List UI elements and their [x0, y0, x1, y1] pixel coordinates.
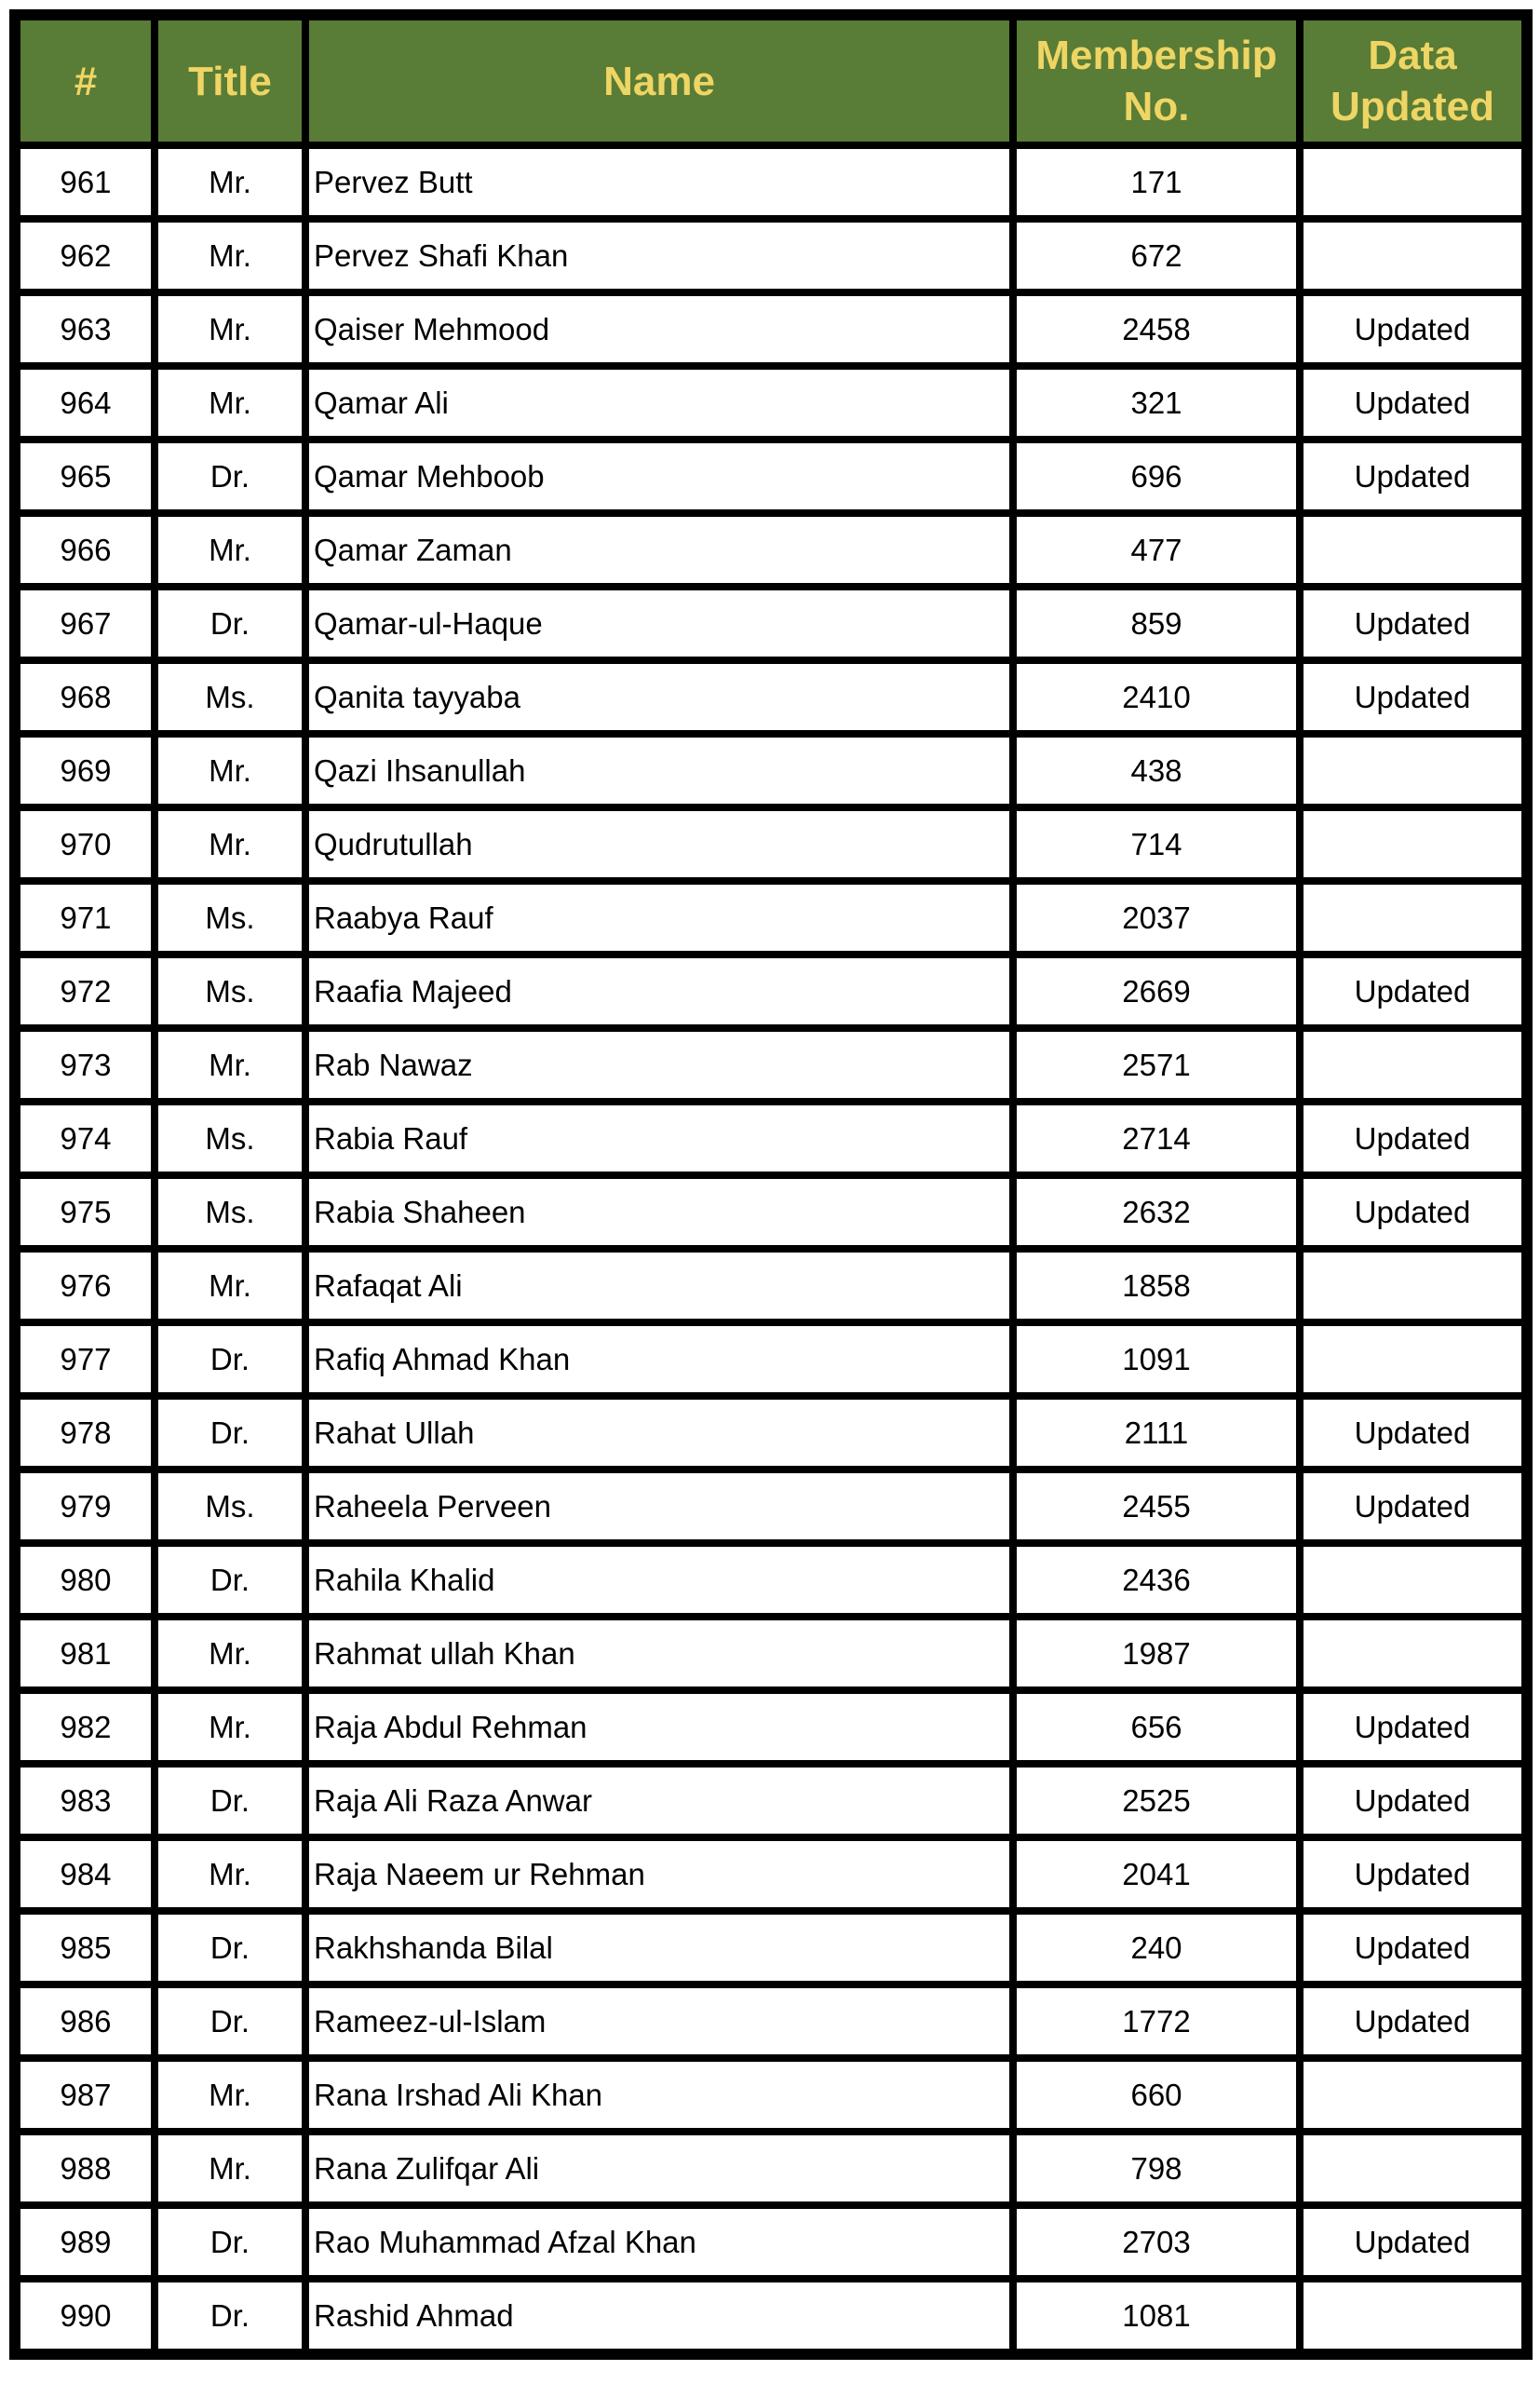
- title-cell: Dr.: [155, 2205, 305, 2279]
- row-number-cell: 971: [15, 881, 155, 955]
- name-cell: Raheela Perveen: [305, 1470, 1013, 1543]
- table-row: [15, 1470, 1527, 1543]
- row-number-cell: 981: [15, 1617, 155, 1690]
- row-number-cell: 967: [15, 587, 155, 660]
- title-cell: Dr.: [155, 1984, 305, 2058]
- membership-no-cell: 798: [1013, 2132, 1300, 2205]
- data-updated-cell: [1300, 807, 1527, 881]
- title-cell: Mr.: [155, 807, 305, 881]
- title-cell: Dr.: [155, 587, 305, 660]
- table-row: [15, 145, 1527, 219]
- data-updated-cell: [1300, 219, 1527, 292]
- membership-no-cell: 2571: [1013, 1028, 1300, 1102]
- title-cell: Mr.: [155, 2132, 305, 2205]
- row-number-cell: 962: [15, 219, 155, 292]
- data-updated-cell: [1300, 2279, 1527, 2354]
- title-cell: Ms.: [155, 955, 305, 1028]
- name-cell: Rakhshanda Bilal: [305, 1911, 1013, 1984]
- header-row: [15, 15, 1527, 145]
- membership-no-cell: 2703: [1013, 2205, 1300, 2279]
- name-cell: Raabya Rauf: [305, 881, 1013, 955]
- name-cell: Raja Ali Raza Anwar: [305, 1764, 1013, 1837]
- row-number-cell: 984: [15, 1837, 155, 1911]
- data-updated-cell: Updated: [1300, 1470, 1527, 1543]
- name-cell: Raja Naeem ur Rehman: [305, 1837, 1013, 1911]
- name-cell: Qamar Zaman: [305, 513, 1013, 587]
- data-updated-cell: Updated: [1300, 1911, 1527, 1984]
- row-number-cell: 980: [15, 1543, 155, 1617]
- data-updated-cell: Updated: [1300, 1102, 1527, 1175]
- table-row: [15, 2279, 1527, 2354]
- table-row: [15, 1102, 1527, 1175]
- membership-no-cell: 2455: [1013, 1470, 1300, 1543]
- col-header-data-updated: Data Updated: [1300, 15, 1527, 145]
- name-cell: Qamar Mehboob: [305, 440, 1013, 513]
- membership-no-cell: 2632: [1013, 1175, 1300, 1249]
- col-header-name: Name: [305, 15, 1013, 145]
- name-cell: Qazi Ihsanullah: [305, 734, 1013, 807]
- name-cell: Raja Abdul Rehman: [305, 1690, 1013, 1764]
- row-number-cell: 979: [15, 1470, 155, 1543]
- membership-no-cell: 2410: [1013, 660, 1300, 734]
- row-number-cell: 983: [15, 1764, 155, 1837]
- table-row: [15, 1764, 1527, 1837]
- row-number-cell: 970: [15, 807, 155, 881]
- name-cell: Rabia Shaheen: [305, 1175, 1013, 1249]
- title-cell: Ms.: [155, 1175, 305, 1249]
- data-updated-cell: Updated: [1300, 1984, 1527, 2058]
- data-updated-cell: [1300, 2132, 1527, 2205]
- row-number-cell: 977: [15, 1322, 155, 1396]
- row-number-cell: 966: [15, 513, 155, 587]
- title-cell: Mr.: [155, 513, 305, 587]
- data-updated-cell: [1300, 1322, 1527, 1396]
- table-row: [15, 1322, 1527, 1396]
- row-number-cell: 974: [15, 1102, 155, 1175]
- title-cell: Dr.: [155, 1764, 305, 1837]
- data-updated-cell: Updated: [1300, 1690, 1527, 1764]
- title-cell: Mr.: [155, 1837, 305, 1911]
- data-updated-cell: Updated: [1300, 660, 1527, 734]
- row-number-cell: 987: [15, 2058, 155, 2132]
- membership-no-cell: 2669: [1013, 955, 1300, 1028]
- title-cell: Mr.: [155, 219, 305, 292]
- title-cell: Dr.: [155, 2279, 305, 2354]
- title-cell: Ms.: [155, 1102, 305, 1175]
- table-row: [15, 1984, 1527, 2058]
- col-header-membership-no: Membership No.: [1013, 15, 1300, 145]
- table-row: [15, 881, 1527, 955]
- name-cell: Rabia Rauf: [305, 1102, 1013, 1175]
- row-number-cell: 982: [15, 1690, 155, 1764]
- membership-no-cell: 1858: [1013, 1249, 1300, 1322]
- name-cell: Pervez Butt: [305, 145, 1013, 219]
- name-cell: Rahat Ullah: [305, 1396, 1013, 1470]
- membership-no-cell: 2111: [1013, 1396, 1300, 1470]
- name-cell: Pervez Shafi Khan: [305, 219, 1013, 292]
- row-number-cell: 969: [15, 734, 155, 807]
- name-cell: Qaiser Mehmood: [305, 292, 1013, 366]
- membership-no-cell: 1091: [1013, 1322, 1300, 1396]
- table-row: [15, 1911, 1527, 1984]
- membership-no-cell: 696: [1013, 440, 1300, 513]
- table-row: [15, 1028, 1527, 1102]
- membership-no-cell: 2525: [1013, 1764, 1300, 1837]
- membership-no-cell: 714: [1013, 807, 1300, 881]
- table-row: [15, 1617, 1527, 1690]
- data-updated-cell: Updated: [1300, 1764, 1527, 1837]
- name-cell: Qamar Ali: [305, 366, 1013, 440]
- row-number-cell: 968: [15, 660, 155, 734]
- membership-no-cell: 477: [1013, 513, 1300, 587]
- table-row: [15, 219, 1527, 292]
- data-updated-cell: Updated: [1300, 440, 1527, 513]
- membership-no-cell: 2041: [1013, 1837, 1300, 1911]
- membership-table: [9, 9, 1533, 2360]
- row-number-cell: 978: [15, 1396, 155, 1470]
- row-number-cell: 989: [15, 2205, 155, 2279]
- data-updated-cell: Updated: [1300, 292, 1527, 366]
- row-number-cell: 963: [15, 292, 155, 366]
- title-cell: Mr.: [155, 1249, 305, 1322]
- table-row: [15, 955, 1527, 1028]
- table-row: [15, 1837, 1527, 1911]
- title-cell: Mr.: [155, 145, 305, 219]
- data-updated-cell: [1300, 1028, 1527, 1102]
- table-row: [15, 807, 1527, 881]
- title-cell: Dr.: [155, 1396, 305, 1470]
- table-row: [15, 366, 1527, 440]
- name-cell: Rafaqat Ali: [305, 1249, 1013, 1322]
- table-row: [15, 1396, 1527, 1470]
- title-cell: Mr.: [155, 1617, 305, 1690]
- title-cell: Mr.: [155, 1028, 305, 1102]
- name-cell: Rab Nawaz: [305, 1028, 1013, 1102]
- col-header-title: Title: [155, 15, 305, 145]
- table-row: [15, 1175, 1527, 1249]
- table-row: [15, 1249, 1527, 1322]
- title-cell: Ms.: [155, 881, 305, 955]
- data-updated-cell: Updated: [1300, 1837, 1527, 1911]
- row-number-cell: 985: [15, 1911, 155, 1984]
- title-cell: Mr.: [155, 734, 305, 807]
- row-number-cell: 990: [15, 2279, 155, 2354]
- membership-no-cell: 171: [1013, 145, 1300, 219]
- membership-no-cell: 660: [1013, 2058, 1300, 2132]
- data-updated-cell: Updated: [1300, 1175, 1527, 1249]
- name-cell: Qamar-ul-Haque: [305, 587, 1013, 660]
- title-cell: Mr.: [155, 2058, 305, 2132]
- table-row: [15, 292, 1527, 366]
- row-number-cell: 964: [15, 366, 155, 440]
- name-cell: Rahmat ullah Khan: [305, 1617, 1013, 1690]
- name-cell: Rana Irshad Ali Khan: [305, 2058, 1013, 2132]
- title-cell: Mr.: [155, 292, 305, 366]
- membership-no-cell: 1081: [1013, 2279, 1300, 2354]
- title-cell: Mr.: [155, 1690, 305, 1764]
- membership-no-cell: 240: [1013, 1911, 1300, 1984]
- data-updated-cell: Updated: [1300, 955, 1527, 1028]
- name-cell: Raafia Majeed: [305, 955, 1013, 1028]
- row-number-cell: 988: [15, 2132, 155, 2205]
- table-row: [15, 440, 1527, 513]
- table-row: [15, 1543, 1527, 1617]
- title-cell: Ms.: [155, 1470, 305, 1543]
- title-cell: Dr.: [155, 440, 305, 513]
- data-updated-cell: Updated: [1300, 1396, 1527, 1470]
- membership-no-cell: 672: [1013, 219, 1300, 292]
- table-row: [15, 1690, 1527, 1764]
- title-cell: Mr.: [155, 366, 305, 440]
- membership-no-cell: 2436: [1013, 1543, 1300, 1617]
- name-cell: Rao Muhammad Afzal Khan: [305, 2205, 1013, 2279]
- title-cell: Dr.: [155, 1911, 305, 1984]
- data-updated-cell: [1300, 1249, 1527, 1322]
- membership-no-cell: 321: [1013, 366, 1300, 440]
- membership-no-cell: 438: [1013, 734, 1300, 807]
- name-cell: Qanita tayyaba: [305, 660, 1013, 734]
- title-cell: Dr.: [155, 1322, 305, 1396]
- membership-no-cell: 656: [1013, 1690, 1300, 1764]
- row-number-cell: 976: [15, 1249, 155, 1322]
- data-updated-cell: [1300, 734, 1527, 807]
- data-updated-cell: [1300, 2058, 1527, 2132]
- name-cell: Rashid Ahmad: [305, 2279, 1013, 2354]
- col-header-number: #: [15, 15, 155, 145]
- membership-no-cell: 2458: [1013, 292, 1300, 366]
- membership-no-cell: 2714: [1013, 1102, 1300, 1175]
- data-updated-cell: [1300, 1617, 1527, 1690]
- data-updated-cell: [1300, 1543, 1527, 1617]
- table-row: [15, 2058, 1527, 2132]
- table-row: [15, 2132, 1527, 2205]
- row-number-cell: 975: [15, 1175, 155, 1249]
- name-cell: Rahila Khalid: [305, 1543, 1013, 1617]
- data-updated-cell: [1300, 513, 1527, 587]
- row-number-cell: 973: [15, 1028, 155, 1102]
- data-updated-cell: [1300, 881, 1527, 955]
- membership-no-cell: 1987: [1013, 1617, 1300, 1690]
- row-number-cell: 972: [15, 955, 155, 1028]
- table-row: [15, 660, 1527, 734]
- table-row: [15, 513, 1527, 587]
- data-updated-cell: Updated: [1300, 587, 1527, 660]
- data-updated-cell: Updated: [1300, 366, 1527, 440]
- table-row: [15, 734, 1527, 807]
- row-number-cell: 965: [15, 440, 155, 513]
- title-cell: Dr.: [155, 1543, 305, 1617]
- membership-no-cell: 1772: [1013, 1984, 1300, 2058]
- title-cell: Ms.: [155, 660, 305, 734]
- table-header: [15, 15, 1527, 145]
- table-row: [15, 587, 1527, 660]
- table-row: [15, 2205, 1527, 2279]
- row-number-cell: 961: [15, 145, 155, 219]
- data-updated-cell: [1300, 145, 1527, 219]
- row-number-cell: 986: [15, 1984, 155, 2058]
- table-body: [15, 145, 1527, 2354]
- membership-no-cell: 2037: [1013, 881, 1300, 955]
- name-cell: Rafiq Ahmad Khan: [305, 1322, 1013, 1396]
- name-cell: Qudrutullah: [305, 807, 1013, 881]
- data-updated-cell: Updated: [1300, 2205, 1527, 2279]
- name-cell: Rana Zulifqar Ali: [305, 2132, 1013, 2205]
- membership-no-cell: 859: [1013, 587, 1300, 660]
- name-cell: Rameez-ul-Islam: [305, 1984, 1013, 2058]
